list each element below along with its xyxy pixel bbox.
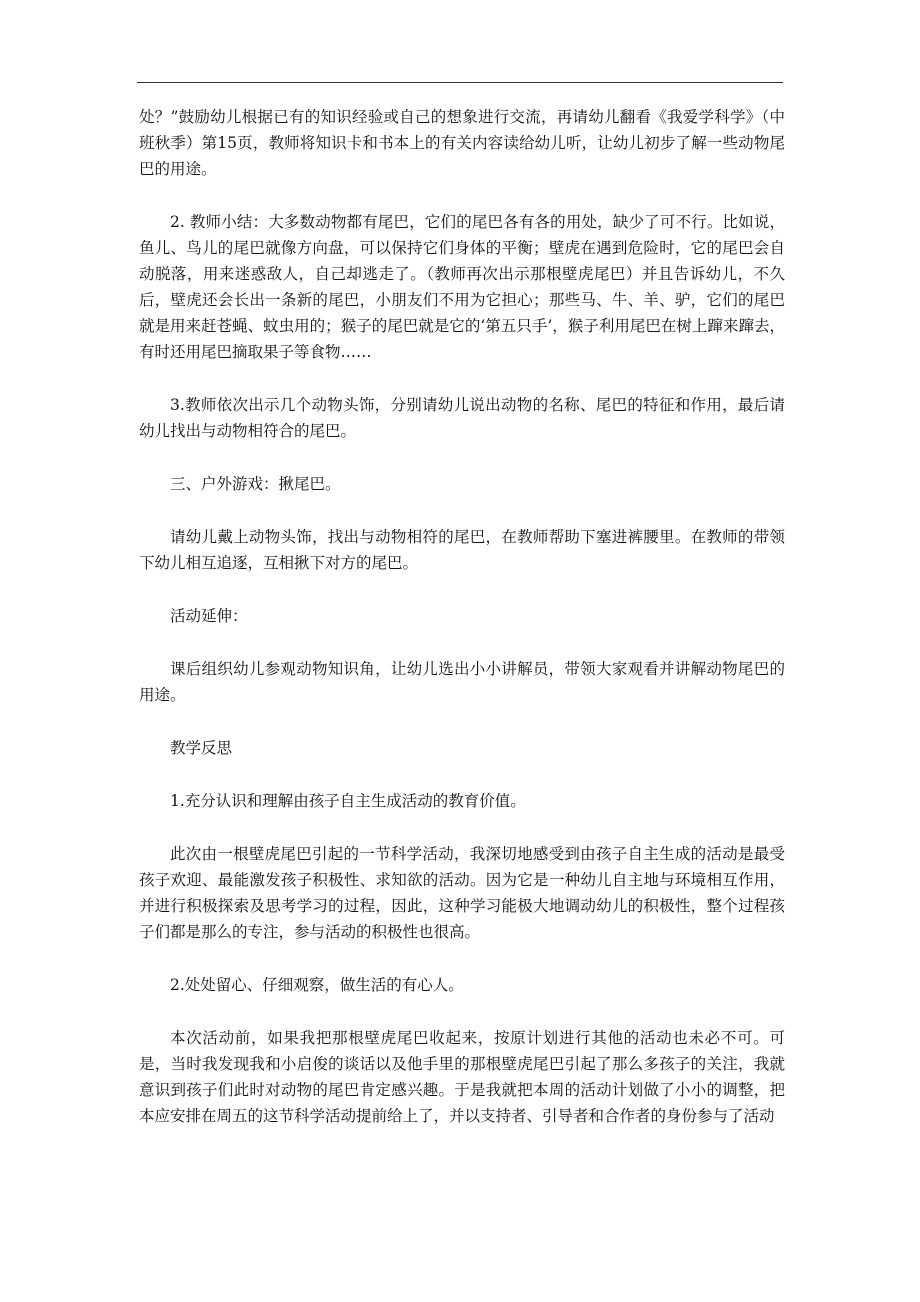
header-rule (137, 82, 783, 83)
paragraph-teacher-summary: 2. 教师小结：大多数动物都有尾巴，它们的尾巴各有各的用处，缺少了可不行。比如说，鱼儿、鸟儿的尾巴就像方向盘，可以保持它们身体的平衡；壁虎在遇到危险时，它的尾巴会自动脱落，用来迷惑敌人，自己却逃走了。（教师再次出示那根壁虎尾巴）并且告诉幼儿，不久后，壁虎还会长出一条新的尾巴，小朋友们不用为它担心；那些马、牛、羊、驴，它们的尾巴就是用来赶苍蝇、蚊虫用的；猴子的尾巴就是它的‘第五只手’，猴子利用尾巴在树上蹿来蹿去，有时还用尾巴摘取果子等食物…… (139, 213, 785, 361)
document-body (139, 104, 785, 1156)
reflection-point-1-body: 此次由一根壁虎尾巴引起的一节科学活动，我深切地感受到由孩子自主生成的活动是最受孩子欢迎、最能激发孩子积极性、求知欲的活动。因为它是一种幼儿自主地与环境相互作用，并进行积极探索及思考学习的过程，因此，这种学习能极大地调动幼儿的积极性，整个过程孩子们都是那么的专注，参与活动的积极性也很高。 (139, 845, 785, 941)
paragraph-headdress-activity: 3.教师依次出示几个动物头饰，分别请幼儿说出动物的名称、尾巴的特征和作用，最后请幼儿找出与动物相符合的尾巴。 (139, 396, 785, 440)
reflection-point-2-body: 本次活动前，如果我把那根壁虎尾巴收起来，按原计划进行其他的活动也未必不可。可是，当时我发现我和小启俊的谈话以及他手里的那根壁虎尾巴引起了那么多孩子的关注，我就意识到孩子们此时对动物的尾巴肯定感兴趣。于是我就把本周的活动计划做了小小的调整，把本应安排在周五的这节科学活动提前给上了，并以支持者、引导者和合作者的身份参与了活动 (139, 1029, 785, 1125)
reflection-point-2-heading: 2.处处留心、仔细观察，做生活的有心人。 (170, 976, 464, 994)
section-heading-outdoor-game: 三、户外游戏：揪尾巴。 (170, 475, 341, 493)
section-heading-extension: 活动延伸： (170, 607, 248, 625)
paragraph-intro-continued: 处？”鼓励幼儿根据已有的知识经验或自己的想象进行交流，再请幼儿翻看《我爱学科学》（中班秋季）第15页，教师将知识卡和书本上的有关内容读给幼儿听，让幼儿初步了解一些动物尾巴的用途。 (139, 108, 785, 178)
paragraph-extension: 课后组织幼儿参观动物知识角，让幼儿选出小小讲解员，带领大家观看并讲解动物尾巴的用途。 (139, 660, 785, 704)
reflection-point-1-heading: 1.充分认识和理解由孩子自主生成活动的教育价值。 (170, 792, 526, 810)
paragraph-game-description: 请幼儿戴上动物头饰，找出与动物相符的尾巴，在教师帮助下塞进裤腰里。在教师的带领下幼儿相互追逐，互相揪下对方的尾巴。 (139, 528, 785, 572)
section-heading-reflection: 教学反思 (170, 739, 233, 757)
